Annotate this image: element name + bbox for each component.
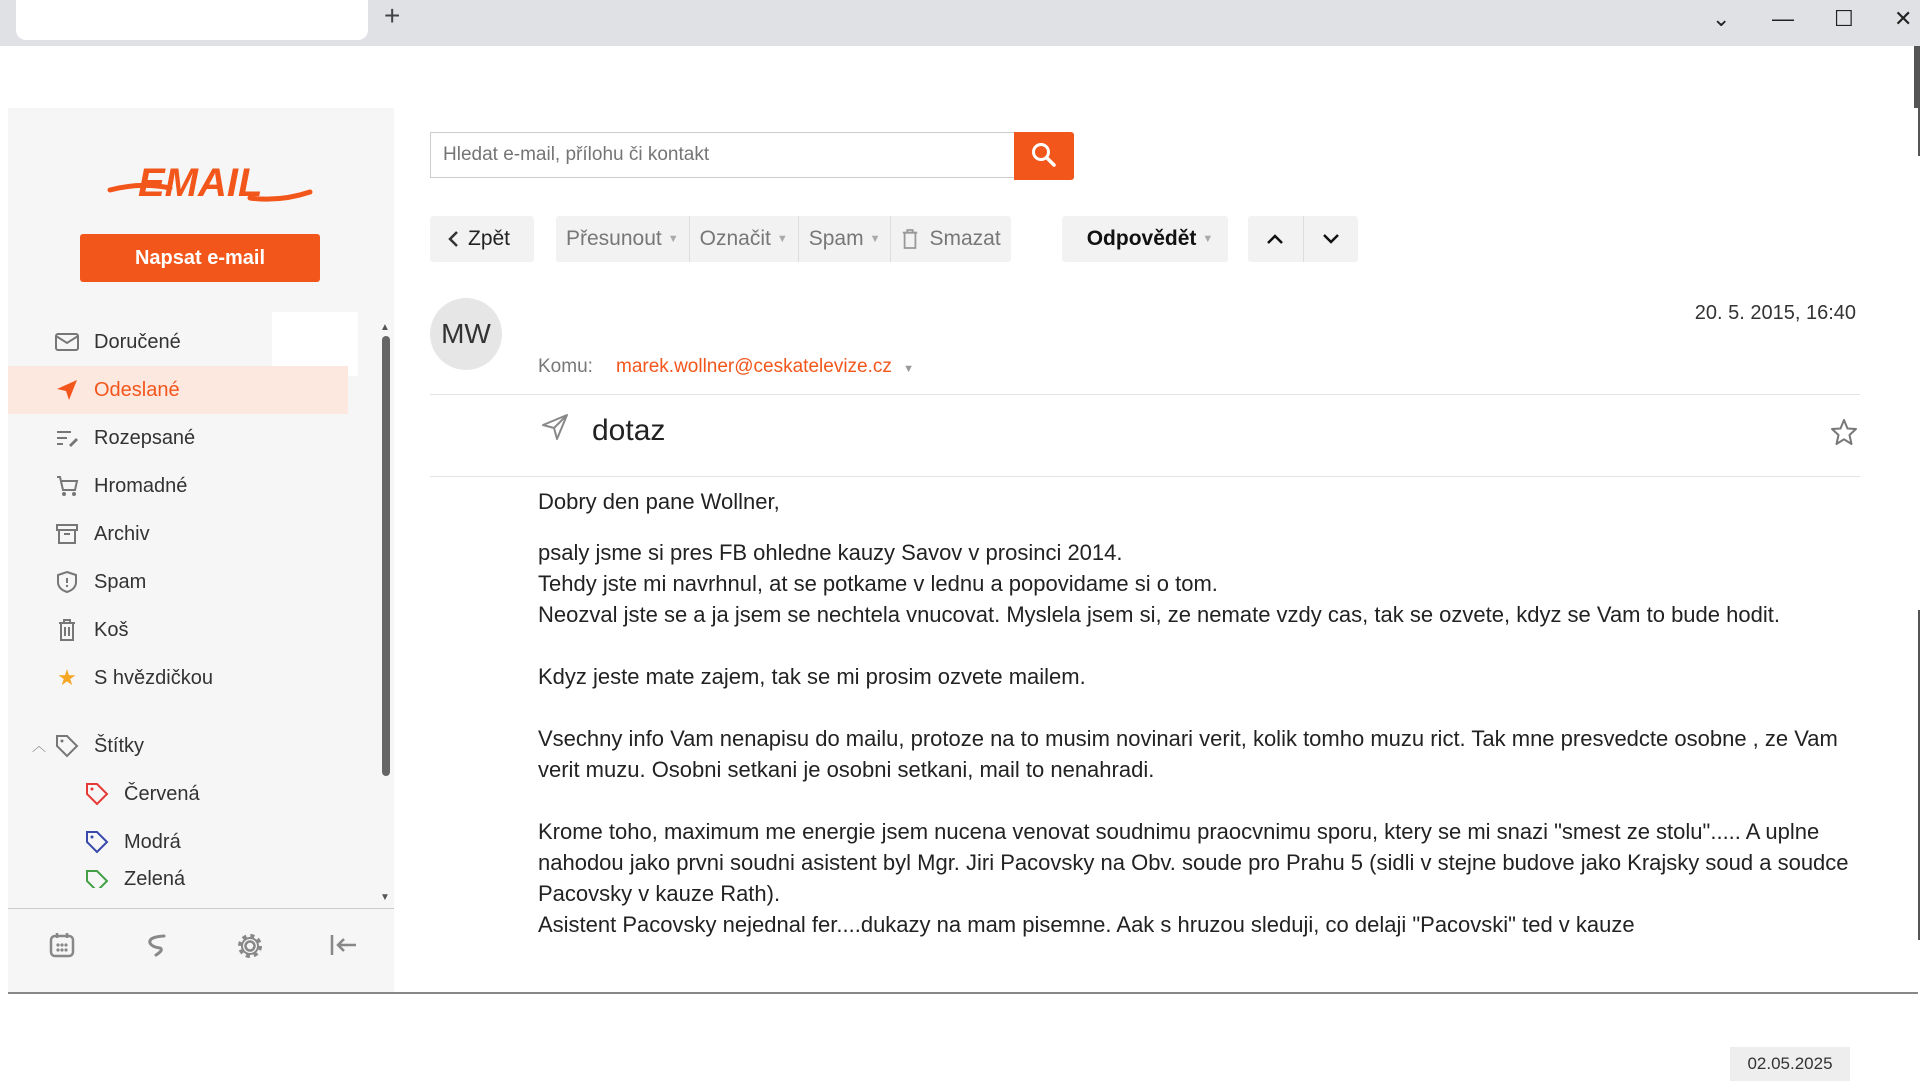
collapse-sidebar-icon[interactable]: [324, 931, 364, 971]
caret-down-icon: ▼: [869, 233, 881, 245]
spam-button[interactable]: [799, 216, 892, 262]
body-paragraph: Vsechny info Vam nenapisu do mailu, protoze na to musim novinari verit, kolik tomho muzu rict. Tak mne presvedcte osobne , ze Vam verit muzu. Osobni setkani je osobni setkani, mail to nenahradi.: [538, 726, 1838, 782]
reply-label: Odpovědět: [1086, 227, 1197, 250]
label-name: Modrá: [124, 830, 181, 853]
previous-message-button[interactable]: [1248, 216, 1304, 262]
trash-icon: [54, 617, 80, 643]
email-app: [8, 108, 1918, 994]
next-message-button[interactable]: [1304, 216, 1359, 262]
body-paragraph: Dobry den pane Wollner,: [538, 489, 780, 514]
sidebar-footer: [8, 908, 394, 993]
body-paragraph: psaly jsme si pres FB ohledne kauzy Savov v prosinci 2014. Tehdy jste mi navrhnul, at se potkame v lednu a popovidame si o tom. Neozval jste se a ja jsem se nechtela vnucovat. Myslela jsem si, ze nemate vzdy cas, tak se ozvete, kdyz se Vam to bude hodit.: [538, 540, 1780, 627]
action-toolbar: [556, 216, 1011, 262]
folder-label: Koš: [94, 618, 129, 641]
seznam-icon[interactable]: [136, 931, 176, 971]
folder-drafts[interactable]: [8, 414, 378, 462]
tag-icon: [54, 733, 80, 759]
label-name: Červená: [124, 782, 200, 805]
body-paragraph: Krome toho, maximum me energie jsem nucena venovat soudnimu praocvnimu sporu, ktery se mi snazi "smest ze stolu"..... A uplne nahodou jako prvni soudni asistent byl Mgr. Jiri Pacovsky na Obv. soude pro Prahu 5 (sidli v stejne budove jako Krajsky soud a soudce Pacovsky v kauze Rath). Asistent Pacovsky nejednal fer....dukazy na mam pisemne. Aak s hruzou sleduji, co delaji "Pacovski" ted v kauze: [538, 819, 1849, 937]
folder-label: Odeslané: [94, 378, 180, 401]
email-logo[interactable]: [100, 148, 320, 218]
footer-date: 02.05.2025: [1730, 1047, 1850, 1081]
back-button[interactable]: [430, 216, 534, 262]
folder-label: Doručené: [94, 330, 181, 353]
gear-icon[interactable]: [230, 931, 270, 971]
tag-red-icon: [84, 781, 110, 807]
calendar-icon[interactable]: [42, 931, 82, 971]
scroll-up-arrow[interactable]: ▲: [380, 322, 390, 333]
folder-label: Spam: [94, 570, 147, 593]
body-paragraph: Kdyz jeste mate zajem, tak se mi prosim ozvete mailem.: [538, 664, 1086, 689]
chevron-up-icon: [1266, 233, 1284, 245]
labels-header[interactable]: [8, 722, 378, 770]
nav-arrows: [1248, 216, 1358, 262]
tab-list-icon[interactable]: ⌄: [1712, 6, 1731, 31]
tag-blue-icon: [84, 829, 110, 855]
labels-header-label: Štítky: [94, 734, 145, 757]
search-icon: [1031, 142, 1057, 168]
reply-button[interactable]: [1062, 216, 1228, 262]
minimize-icon[interactable]: —: [1772, 6, 1794, 31]
logo-text: EMAIL: [138, 161, 263, 205]
folder-label: Rozepsané: [94, 426, 196, 449]
mark-button[interactable]: [690, 216, 799, 262]
folder-starred[interactable]: [8, 654, 378, 702]
search-input[interactable]: [430, 132, 1014, 178]
scroll-down-arrow[interactable]: ▼: [380, 892, 390, 903]
folder-list: [8, 318, 378, 888]
browser-titlebar: [0, 0, 1920, 46]
search-button[interactable]: [1014, 132, 1074, 180]
folder-label: S hvězdičkou: [94, 666, 213, 689]
divider: [430, 476, 1860, 477]
maximize-icon[interactable]: ☐: [1834, 6, 1854, 31]
message-date: 20. 5. 2015, 16:40: [1694, 302, 1856, 324]
close-icon[interactable]: ✕: [1894, 6, 1913, 31]
divider: [430, 394, 1860, 395]
tag-green-icon: [84, 868, 110, 888]
new-tab-button[interactable]: +: [384, 0, 401, 31]
caret-down-icon: ▼: [1202, 233, 1214, 245]
message-subject: dotaz: [592, 414, 666, 447]
folder-archive[interactable]: [8, 510, 378, 558]
folder-spam[interactable]: [8, 558, 378, 606]
label-red[interactable]: [8, 770, 378, 818]
star-icon[interactable]: [1830, 418, 1858, 446]
to-label: Komu:: [538, 356, 593, 377]
caret-down-icon: ▼: [776, 233, 788, 245]
sent-icon: [54, 377, 80, 403]
sidebar-scrollbar[interactable]: [382, 336, 390, 776]
star-icon: ★: [57, 665, 77, 690]
folder-sent[interactable]: [8, 366, 348, 414]
drafts-icon: [54, 425, 80, 451]
archive-icon: [54, 521, 80, 547]
spam-label: Spam: [808, 227, 864, 250]
caret-down-icon[interactable]: ▼: [903, 363, 915, 375]
folder-bulk[interactable]: [8, 462, 378, 510]
chevron-down-icon: [1322, 233, 1340, 245]
folder-label: Archiv: [94, 522, 150, 545]
sidebar: [8, 108, 394, 992]
move-label: Přesunout: [566, 227, 662, 250]
caret-down-icon: ▼: [667, 233, 679, 245]
browser-tab[interactable]: [16, 0, 368, 40]
folder-trash[interactable]: [8, 606, 378, 654]
folder-label: Hromadné: [94, 474, 188, 497]
sent-icon: [540, 412, 570, 442]
label-blue[interactable]: [8, 818, 378, 866]
message-body: [538, 486, 1858, 971]
label-green[interactable]: [8, 866, 378, 888]
trash-icon: [901, 228, 919, 250]
address-bar-area: [8, 46, 1920, 106]
delete-label: Smazat: [929, 227, 1001, 250]
shield-icon: [54, 569, 80, 595]
folder-inbox[interactable]: [8, 318, 378, 366]
move-button[interactable]: [556, 216, 690, 262]
cart-icon: [54, 473, 80, 499]
sender-avatar: MW: [430, 298, 502, 370]
inbox-icon: [54, 329, 80, 355]
chevron-left-icon: [446, 230, 460, 248]
compose-button[interactable]: Napsat e-mail: [80, 234, 320, 282]
back-label: Zpět: [468, 227, 511, 250]
recipient-address[interactable]: [616, 356, 914, 378]
mark-label: Označit: [699, 227, 771, 250]
delete-button[interactable]: [891, 216, 1010, 262]
recipient-email[interactable]: marek.wollner@ceskatelevize.cz: [616, 356, 892, 377]
chevron-up-icon[interactable]: ︿: [32, 738, 46, 754]
label-name: Zelená: [124, 868, 186, 888]
